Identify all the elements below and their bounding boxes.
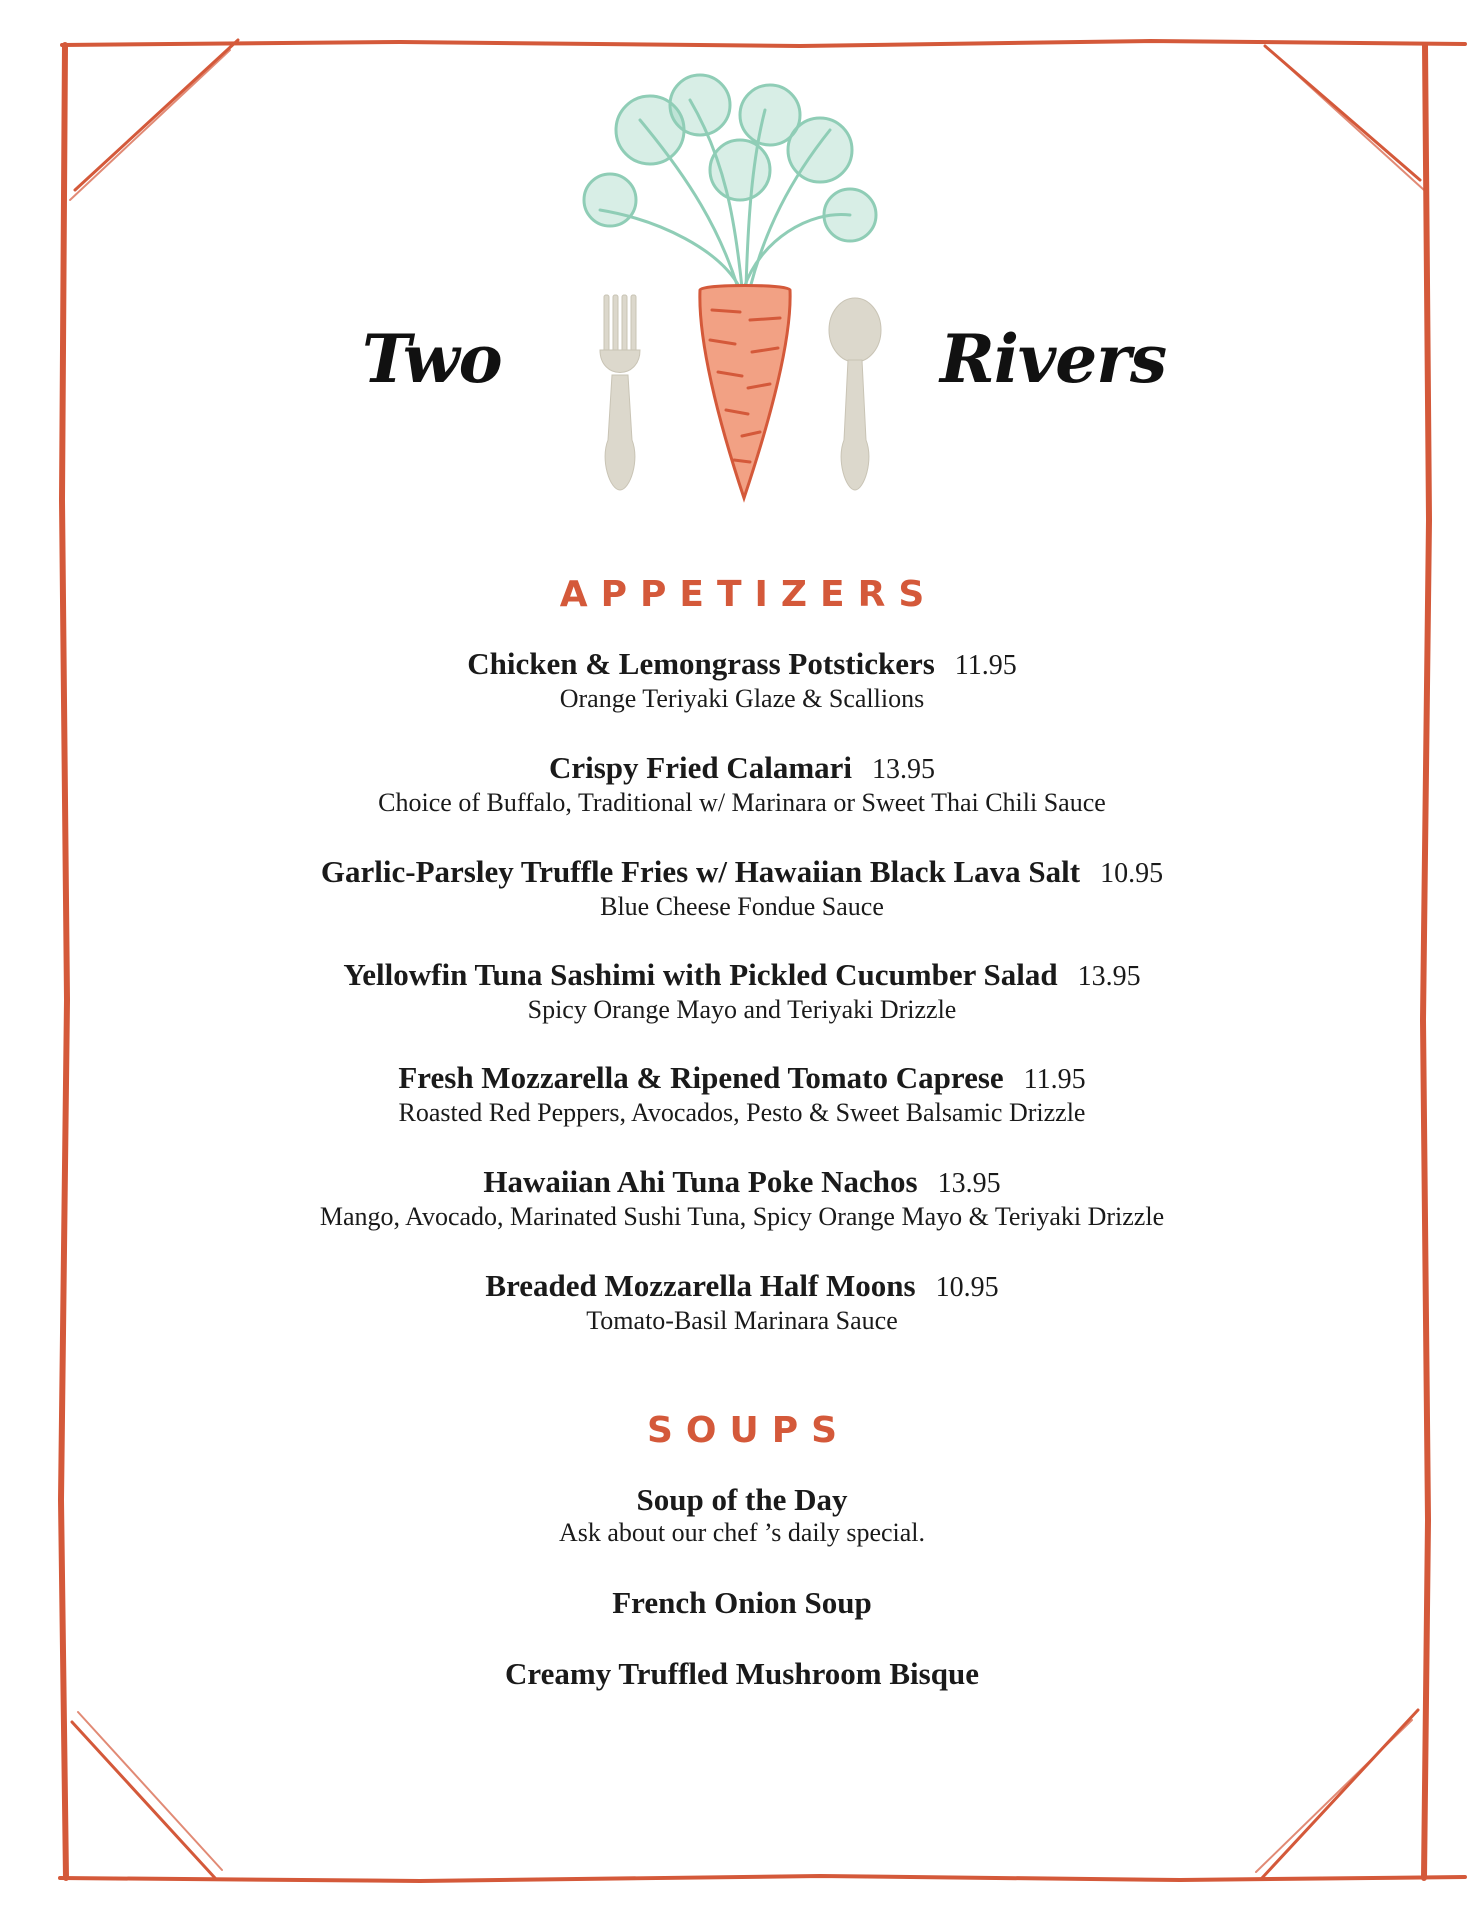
item-price: 13.95 (872, 754, 936, 785)
item-name: Breaded Mozzarella Half Moons (485, 1268, 916, 1303)
item-description: Choice of Buffalo, Traditional w/ Marinara or Sweet Thai Chili Sauce (378, 788, 1106, 817)
item-description: Orange Teriyaki Glaze & Scallions (559, 684, 925, 713)
item-description: Roasted Red Peppers, Avocados, Pesto & Sweet Balsamic Drizzle (398, 1098, 1086, 1127)
item-name: Fresh Mozzarella & Ripened Tomato Caprese (398, 1060, 1004, 1095)
item-name: Chicken & Lemongrass Potstickers (467, 646, 935, 681)
menu-item (0, 1060, 1484, 1128)
item-name: Garlic-Parsley Truffle Fries w/ Hawaiian Black Lava Salt (320, 854, 1081, 889)
item-name: Creamy Truffled Mushroom Bisque (505, 1656, 979, 1691)
item-description: Blue Cheese Fondue Sauce (600, 892, 884, 921)
item-price: 11.95 (1023, 1064, 1086, 1095)
menu-item (0, 957, 1484, 1025)
item-price: 13.95 (937, 1168, 1001, 1199)
logo-illustration (0, 0, 1484, 520)
menu-item (0, 1656, 1484, 1692)
spoon-icon (829, 298, 881, 490)
item-description: Tomato-Basil Marinara Sauce (586, 1306, 898, 1335)
menu-item (0, 1268, 1484, 1336)
item-description: Ask about our chef ’s daily special. (558, 1518, 926, 1547)
item-description: Spicy Orange Mayo and Teriyaki Drizzle (527, 995, 957, 1024)
carrot-icon (700, 286, 790, 499)
item-price: 10.95 (1100, 858, 1164, 889)
brand-name-left: Two (362, 320, 502, 398)
item-name: Soup of the Day (636, 1482, 848, 1517)
menu-item (0, 1164, 1484, 1232)
item-price: 13.95 (1077, 961, 1141, 992)
appetizers-title: APPETIZERS (559, 574, 938, 615)
carrot-greens-icon (584, 75, 876, 288)
menu-item (0, 1482, 1484, 1548)
item-name: Yellowfin Tuna Sashimi with Pickled Cucumber Salad (343, 957, 1058, 992)
item-price: 11.95 (954, 650, 1017, 681)
menu-item (0, 854, 1484, 922)
menu-item (0, 1585, 1484, 1621)
menu-item (0, 750, 1484, 818)
menu-item (0, 646, 1484, 714)
item-name: Crispy Fried Calamari (548, 750, 853, 785)
appetizers-section (0, 574, 1484, 615)
soups-section (0, 1410, 1484, 1451)
item-name: French Onion Soup (612, 1585, 872, 1620)
item-name: Hawaiian Ahi Tuna Poke Nachos (483, 1164, 918, 1199)
fork-icon (600, 295, 640, 490)
item-description: Mango, Avocado, Marinated Sushi Tuna, Spicy Orange Mayo & Teriyaki Drizzle (319, 1202, 1165, 1231)
item-price: 10.95 (935, 1272, 999, 1303)
brand-name-right: Rivers (940, 320, 1167, 398)
soups-title: SOUPS (646, 1410, 851, 1451)
